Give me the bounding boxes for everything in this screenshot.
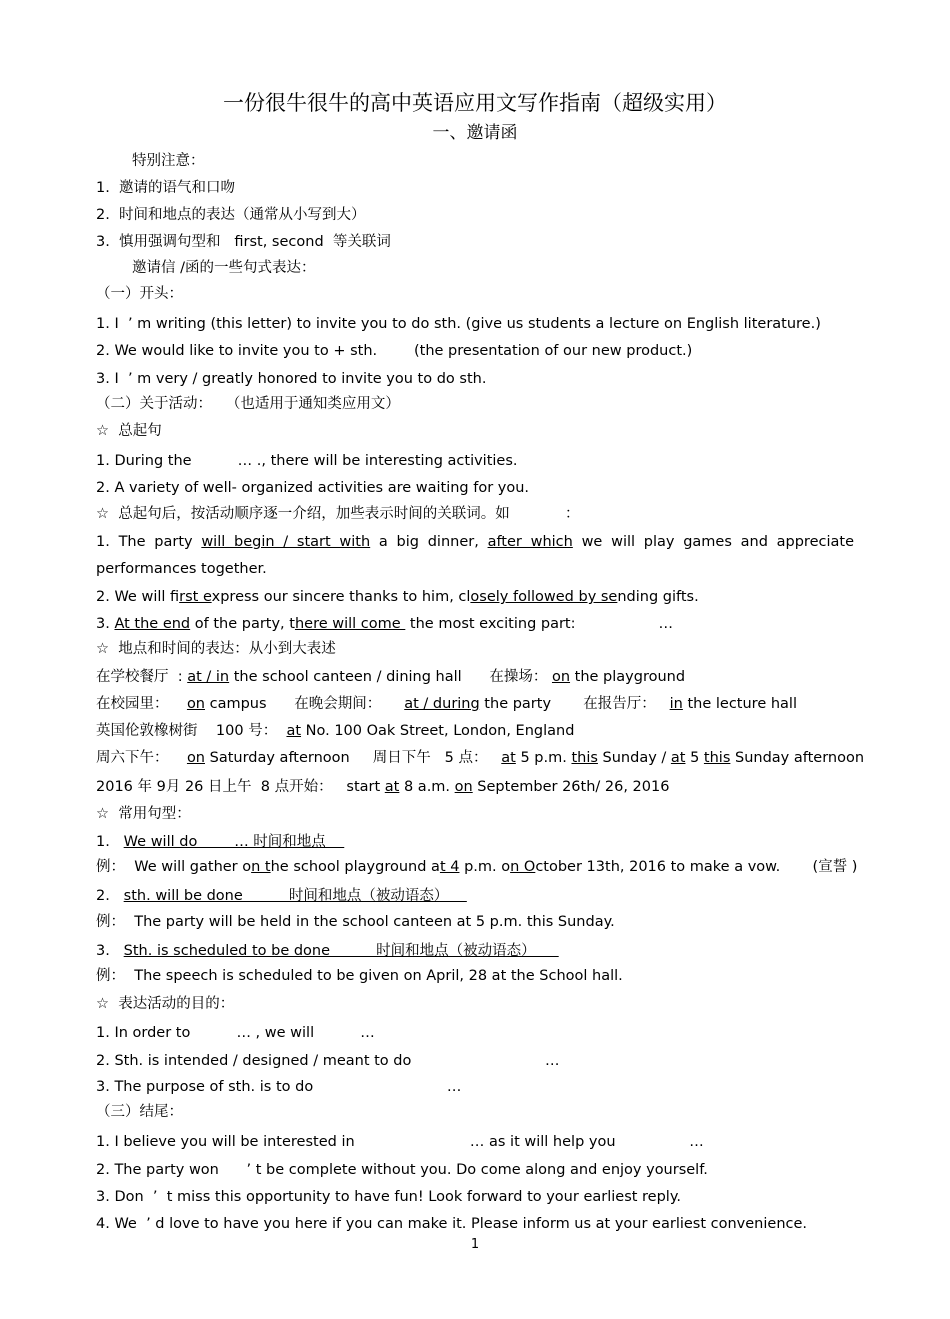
star-heading: ☆ 总起句: [96, 423, 162, 439]
opening-line: 2. We would like to invite you to + sth. (the presentation of our new product.): [96, 343, 693, 359]
pattern-line: 3. Sth. is scheduled to be done 时间和地点（被动语态）: [96, 943, 559, 959]
activity-heading: （二）关于活动： （也适用于通知类应用文）: [96, 396, 400, 412]
closing-line: 4. We ’ d love to have you here if you can make it. Please inform us at your earliest convenience.: [96, 1216, 808, 1232]
notes-heading: 特别注意：: [132, 153, 205, 169]
star-heading: ☆ 表达活动的目的：: [96, 996, 235, 1012]
purpose-line: 2. Sth. is intended / designed / meant to do …: [96, 1053, 560, 1069]
pattern-example: 例： The speech is scheduled to be given on April, 28 at the School hall.: [96, 968, 623, 984]
activity-line: 1. During the … ., there will be interesting activities.: [96, 453, 518, 469]
place-line: 在学校餐厅 : at / in the school canteen / dining hall 在操场： on the playground: [96, 669, 686, 685]
place-line: 英国伦敦橡树街 100 号： at No. 100 Oak Street, London, England: [96, 723, 575, 739]
closing-line: 3. Don ’ t miss this opportunity to have fun! Look forward to your earliest reply.: [96, 1189, 681, 1205]
example-line: 3. At the end of the party, there will come the most exciting part: …: [96, 616, 673, 632]
star-heading: ☆ 地点和时间的表达：从小到大表述: [96, 641, 336, 657]
closing-line: 2. The party won ’ t be complete without you. Do come along and enjoy yourself.: [96, 1162, 708, 1178]
opening-line: 3. I ’ m very / greatly honored to invite you to do sth.: [96, 371, 487, 387]
opening-line: 1. I ’ m writing (this letter) to invite you to do sth. (give us students a lecture on English literature.): [96, 316, 821, 332]
activity-line: 2. A variety of well- organized activities are waiting for you.: [96, 480, 530, 496]
example-line: performances together.: [96, 561, 267, 577]
example-line: 1. The party will begin / start with a big dinner, after which we will play games and appreciate: [96, 534, 854, 550]
pattern-line: 2. sth. will be done 时间和地点（被动语态）: [96, 888, 467, 904]
note-item: 3. 慎用强调句型和 first, second 等关联词: [96, 234, 391, 250]
place-line: 在校园里： on campus 在晚会期间： at / during the party 在报告厅： in the lecture hall: [96, 696, 797, 712]
purpose-line: 3. The purpose of sth. is to do …: [96, 1079, 462, 1095]
time-line: 2016 年 9月 26 日上午 8 点开始： start at 8 a.m. on September 26th/ 26, 2016: [96, 779, 670, 795]
page-number: 1: [470, 1237, 480, 1252]
example-line: 2. We will first express our sincere thanks to him, closely followed by sending gifts.: [96, 589, 699, 605]
section-heading: 一、邀请函: [432, 123, 518, 143]
note-item: 2. 时间和地点的表达（通常从小写到大）: [96, 207, 366, 223]
pattern-example: 例： The party will be held in the school canteen at 5 p.m. this Sunday.: [96, 914, 615, 930]
expr-heading: 邀请信 /函的一些句式表达：: [132, 260, 316, 276]
star-heading: ☆ 常用句型：: [96, 806, 191, 822]
purpose-line: 1. In order to … , we will …: [96, 1025, 375, 1041]
closing-line: 1. I believe you will be interested in … as it will help you …: [96, 1134, 704, 1150]
star-heading: ☆ 总起句后，按活动顺序逐一介绍，加些表示时间的关联词。如 ：: [96, 506, 580, 522]
time-line: 周六下午： on Saturday afternoon 周日下午 5 点： at 5 p.m. this Sunday / at 5 this Sunday afternoon: [96, 750, 865, 766]
pattern-line: 1. We will do … 时间和地点: [96, 834, 345, 850]
opening-heading: （一）开头：: [96, 286, 183, 302]
pattern-example: 例： We will gather on the school playground at 4 p.m. on October 13th, 2016 to make a vow. (宣誓 ): [96, 859, 858, 875]
note-item: 1. 邀请的语气和口吻: [96, 180, 236, 196]
page-title: 一份很牛很牛的高中英语应用文写作指南（超级实用）: [223, 91, 727, 115]
closing-heading: （三）结尾：: [96, 1104, 183, 1120]
